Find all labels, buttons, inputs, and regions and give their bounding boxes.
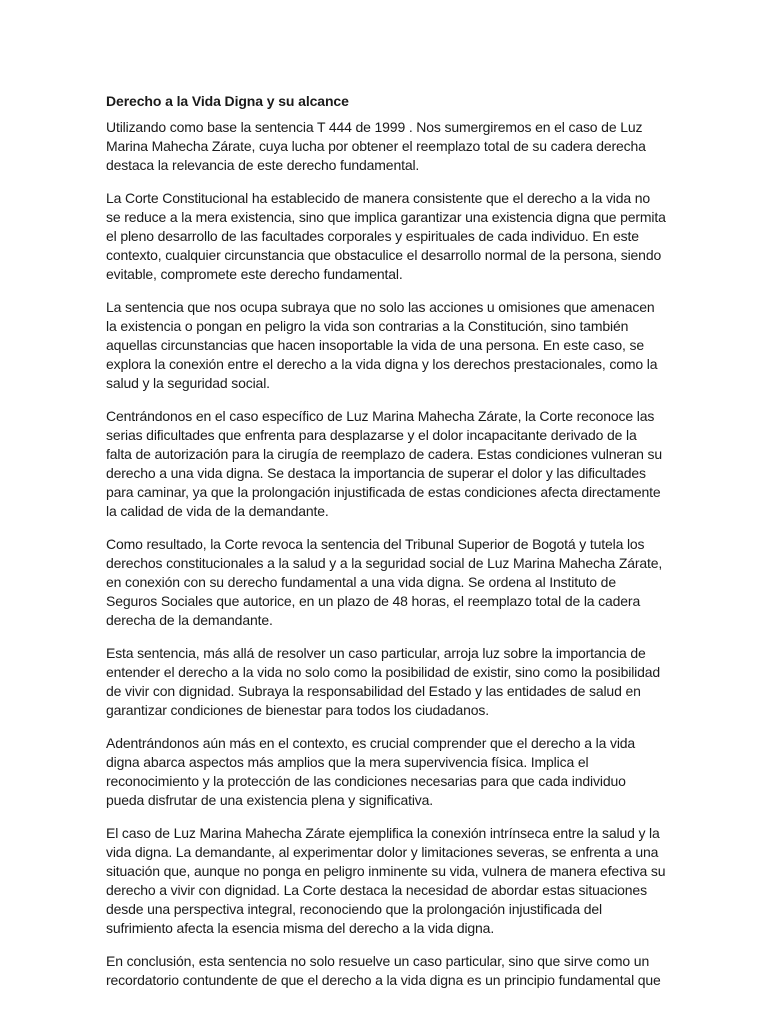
- paragraph-6: Esta sentencia, más allá de resolver un caso particular, arroja luz sobre la importancia de entender el derecho a la vida no solo como la posibilidad de existir, sino como la posibilidad de vivir con dignidad. Subraya la responsabilidad del Estado y las entidades de salud en garantizar condiciones de bienestar para todos los ciudadanos.: [106, 645, 661, 718]
- paragraph-4: Centrándonos en el caso específico de Luz Marina Mahecha Zárate, la Corte reconoce las serias dificultades que enfrenta para desplazarse y el dolor incapacitante derivado de la falta de autorización para la cirugía de reemplazo de cadera. Estas condiciones vulneran su derecho a una vida digna. Se destaca la importancia de superar el dolor y las dificultades para caminar, ya que la prolongación injustificada de estas condiciones afecta directamente la calidad de vida de la demandante.: [106, 408, 663, 519]
- paragraph-9: En conclusión, esta sentencia no solo resuelve un caso particular, sino que sirve como un recordatorio contundente de que el derecho a la vida digna es un principio fundamental que: [106, 953, 661, 988]
- paragraph-7: Adentrándonos aún más en el contexto, es crucial comprender que el derecho a la vida digna abarca aspectos más amplios que la mera supervivencia física. Implica el reconocimiento y la protección de las condiciones necesarias para que cada individuo pueda disfrutar de una existencia plena y significativa.: [106, 735, 636, 808]
- paragraph-2: La Corte Constitucional ha establecido de manera consistente que el derecho a la vida no se reduce a la mera existencia, sino que implica garantizar una existencia digna que permita el pleno desarrollo de las facultades corporales y espirituales de cada individuo. En este contexto, cualquier circunstancia que obstaculice el desarrollo normal de la persona, siendo evitable, compromete este derecho fundamental.: [106, 190, 666, 282]
- paragraph-5: Como resultado, la Corte revoca la sentencia del Tribunal Superior de Bogotá y tutela los derechos constitucionales a la salud y a la seguridad social de Luz Marina Mahecha Zárate, en conexión con su derecho fundamental a una vida digna. Se ordena al Instituto de Seguros Sociales que autorice, en un plazo de 48 horas, el reemplazo total de la cadera derecha de la demandante.: [106, 536, 663, 628]
- paragraph-1: Utilizando como base la sentencia T 444 de 1999 . Nos sumergiremos en el caso de Luz Marina Mahecha Zárate, cuya lucha por obtener el reemplazo total de su cadera derecha destaca la relevancia de este derecho fundamental.: [106, 119, 646, 173]
- document-page: [106, 92, 666, 1004]
- document-title: Derecho a la Vida Digna y su alcance: [106, 93, 349, 109]
- paragraph-3: La sentencia que nos ocupa subraya que no solo las acciones u omisiones que amenacen la existencia o pongan en peligro la vida son contrarias a la Constitución, sino también aquellas circunstancias que hacen insoportable la vida de una persona. En este caso, se explora la conexión entre el derecho a la vida digna y los derechos prestacionales, como la salud y la seguridad social.: [106, 299, 658, 391]
- paragraph-8: El caso de Luz Marina Mahecha Zárate ejemplifica la conexión intrínseca entre la salud y la vida digna. La demandante, al experimentar dolor y limitaciones severas, se enfrenta a una situación que, aunque no ponga en peligro inminente su vida, vulnera de manera efectiva su derecho a vivir con dignidad. La Corte destaca la necesidad de abordar estas situaciones desde una perspectiva integral, reconociendo que la prolongación injustificada del sufrimiento afecta la esencia misma del derecho a la vida digna.: [106, 825, 666, 936]
